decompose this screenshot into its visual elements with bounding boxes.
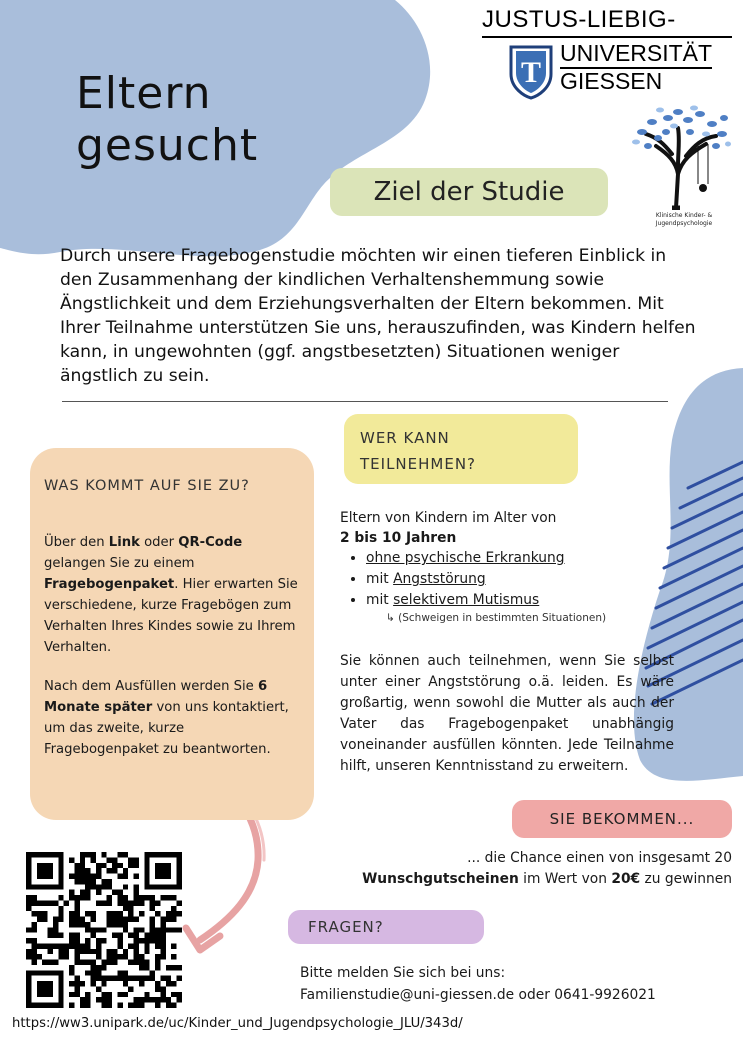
reward-amount: 20€ xyxy=(611,871,641,887)
tree-icon xyxy=(628,104,732,210)
bullet-text: Angststörung xyxy=(393,571,486,587)
expect-p2-text2: von uns kontaktiert, um das zweite, kurze Fragebogenpaket zu beantworten. xyxy=(44,700,289,757)
bullet-prefix: mit xyxy=(366,571,394,587)
expect-p1-text2: oder xyxy=(139,535,179,550)
university-name-line1: JUSTUS-LIEBIG- xyxy=(482,6,732,38)
bullet-text: selektivem Mutismus xyxy=(393,592,540,608)
tree-caption-line1: Klinische Kinder- & xyxy=(655,212,713,219)
page-title xyxy=(76,68,258,172)
tree-caption-line2: Jugendpsychologie xyxy=(655,220,713,227)
bullet-text: ohne psychische Erkrankung xyxy=(366,550,565,566)
expect-p1-text3: gelangen Sie zu einem xyxy=(44,556,195,571)
divider xyxy=(62,401,668,402)
eligibility-list xyxy=(340,548,680,611)
list-item xyxy=(366,548,680,569)
reward-text xyxy=(344,848,732,890)
who-label-line1: WER KANN xyxy=(360,429,450,447)
eligibility-section xyxy=(340,508,680,611)
expect-p1-text4: . Hier erwarten Sie verschiedene, kurze Fragebögen zum Verhalten Ihres Kindes sowie zu Ihrem Verhalten. xyxy=(44,577,298,655)
who-can-participate-label xyxy=(344,414,578,484)
tree-logo xyxy=(628,104,732,227)
eligibility-age: 2 bis 10 Jahren xyxy=(340,530,457,546)
reward-line1: ... die Chance einen von insgesamt 20 xyxy=(467,850,732,866)
bullet-prefix: mit xyxy=(366,592,394,608)
intro-paragraph: Durch unsere Fragebogenstudie möchten wir einen tieferen Einblick in den Zusammenhang der kindlichen Verhaltenshemmung sowie Ängstlichkeit und dem Erziehungsverhalten der Eltern bekommen. Mit Ihrer Teilnahme unterstützen Sie uns, herauszufinden, was Kindern helfen kann, in ungewohnten (ggf. angstbesetzten) Situationen weniger ängstlich zu sein. xyxy=(60,246,696,386)
contact-line2[interactable]: Familienstudie@uni-giessen.de oder 0641-9926021 xyxy=(300,987,656,1003)
expect-p2-text1: Nach dem Ausfüllen werden Sie xyxy=(44,679,258,694)
university-logo xyxy=(482,6,732,94)
reward-label: SIE BEKOMMEN... xyxy=(512,800,732,838)
reward-line2 xyxy=(344,869,732,890)
questions-label: FRAGEN? xyxy=(288,910,484,944)
reward-vouchers: Wunschgutscheinen xyxy=(362,871,519,887)
also-eligible-paragraph: Sie können auch teilnehmen, wenn Sie selbst unter einer Angststörung o.ä. leiden. Es wäre großartig, wenn sowohl die Mutter als auch der Vater das Fragebogenpaket unabhängig voneinander ausfüllen könnten. Jede Teilnahme hilft, unseren Kenntnisstand zu erweitern. xyxy=(340,653,674,774)
university-name-line3: GIESSEN xyxy=(560,68,663,94)
expect-p1-text1: Über den xyxy=(44,535,109,550)
reward-text3: zu gewinnen xyxy=(640,871,732,887)
survey-url-link[interactable]: https://ww3.unipark.de/uc/Kinder_und_Jugendpsychologie_JLU/343d/ xyxy=(12,1016,463,1031)
expect-p1-qr-word: QR-Code xyxy=(178,535,243,550)
university-name-line2: UNIVERSITÄT xyxy=(560,40,712,69)
list-item xyxy=(366,590,680,611)
expect-p1-package-word: Fragebogenpaket xyxy=(44,577,175,592)
what-to-expect-title: WAS KOMMT AUF SIE ZU? xyxy=(44,478,250,494)
tree-logo-caption xyxy=(644,212,724,228)
what-to-expect-paragraph-2 xyxy=(44,676,302,760)
eligibility-intro: Eltern von Kindern im Alter von xyxy=(340,510,557,526)
list-item xyxy=(366,569,680,590)
shield-icon xyxy=(508,44,554,100)
qr-code[interactable] xyxy=(26,852,182,1008)
expect-p1-link-word: Link xyxy=(108,535,140,550)
who-label-line2: TEILNEHMEN? xyxy=(360,455,476,473)
goal-label: Ziel der Studie xyxy=(330,168,608,216)
what-to-expect-paragraph-1 xyxy=(44,532,300,658)
expect-p2-months: 6 Monate später xyxy=(44,679,268,715)
title-line2: gesucht xyxy=(76,120,259,171)
shield-letter: T xyxy=(520,56,542,89)
mutism-note: ↳ (Schweigen in bestimmten Situationen) xyxy=(386,612,607,624)
reward-text2: im Wert von xyxy=(518,871,612,887)
title-line1: Eltern xyxy=(76,68,212,119)
contact-info xyxy=(300,962,700,1006)
contact-line1: Bitte melden Sie sich bei uns: xyxy=(300,965,506,981)
